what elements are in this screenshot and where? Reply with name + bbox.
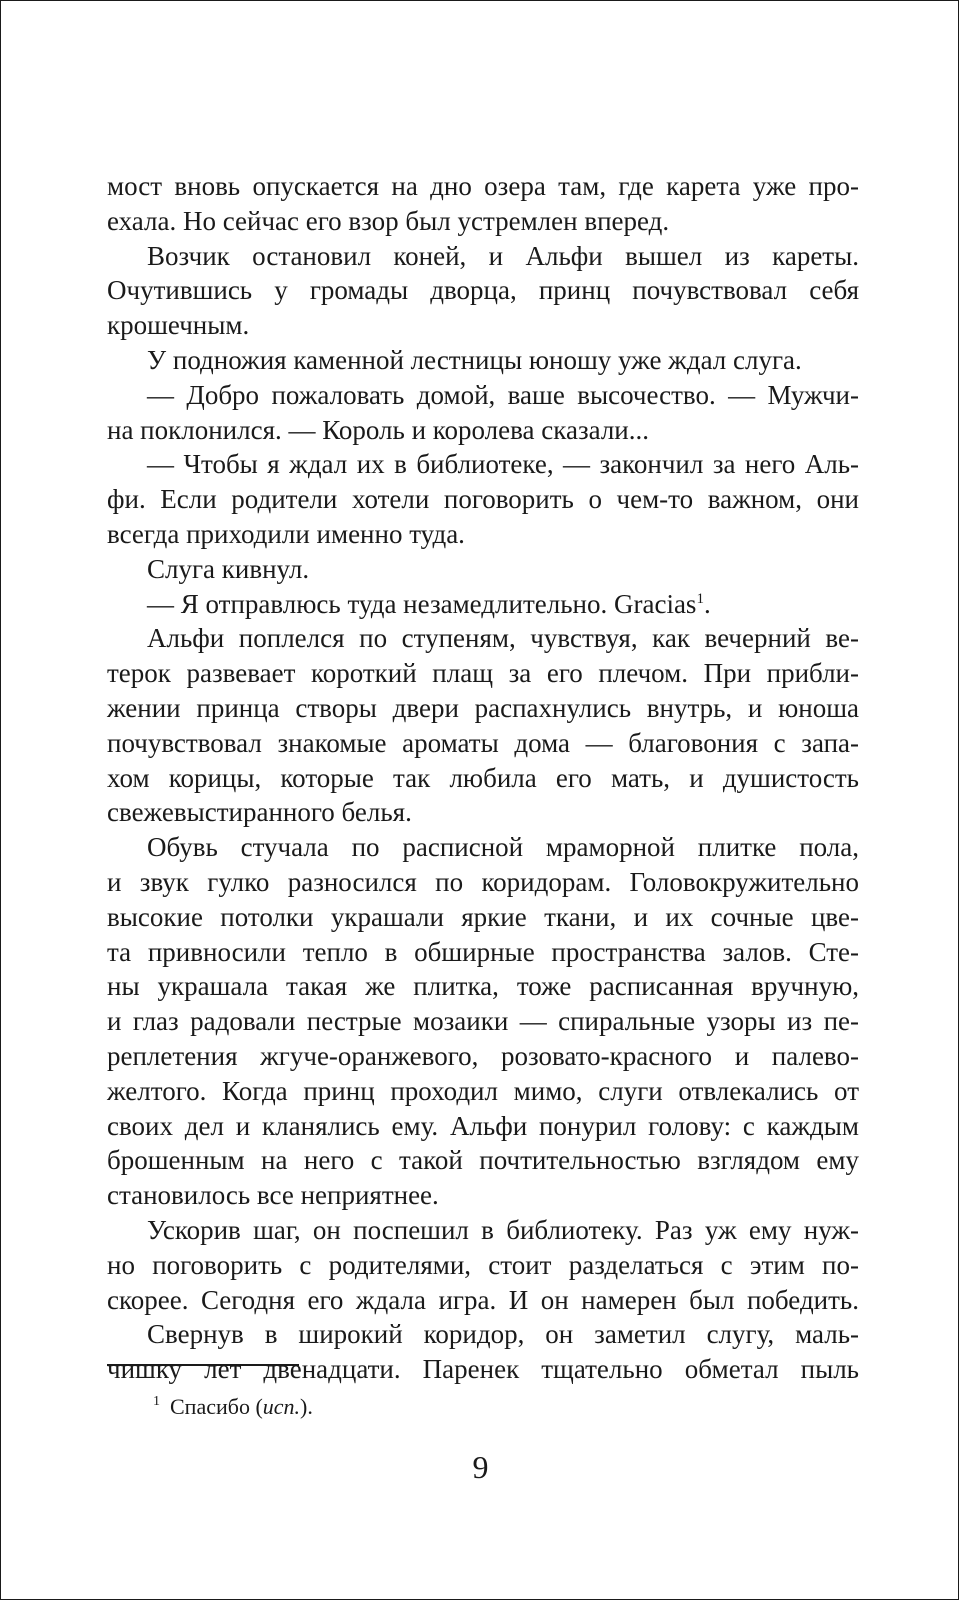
footnote-text: Спасибо ( (170, 1394, 263, 1419)
text-line-content: чишку лет двенадцати. Паренек тщательно обметал пыль (107, 1354, 859, 1385)
text-line-content: реплетения жгуче-оранжевого, розовато-красного и палево- (107, 1040, 859, 1071)
text-line (107, 1039, 859, 1074)
text-line-content: становилось все неприятнее. (107, 1180, 439, 1211)
text-line-content: высокие потолки украшали яркие ткани, и их сочные цве- (107, 901, 859, 932)
text-line (107, 343, 859, 378)
text-line-tail: . (703, 588, 711, 619)
text-line-content: Возчик остановил коней, и Альфи вышел из кареты. (147, 240, 859, 271)
text-line (107, 587, 859, 622)
footnote-marker: 1 (153, 1394, 160, 1409)
text-line-content: Свернув в широкий коридор, он заметил слугу, маль- (147, 1319, 859, 1350)
footnote-language-abbr: исп. (262, 1394, 301, 1419)
text-line (107, 308, 859, 343)
text-line-content: брошенным на него с такой почтительностью взглядом ему (107, 1145, 859, 1176)
text-line (107, 1143, 859, 1178)
text-line (107, 239, 859, 274)
text-line (107, 1317, 859, 1352)
text-line (107, 1004, 859, 1039)
text-line (107, 726, 859, 761)
text-line-content: скорее. Сегодня его ждала игра. И он намерен был победить. (107, 1284, 859, 1315)
text-line (107, 969, 859, 1004)
text-line-content: — Чтобы я ждал их в библиотеке, — закончил за него Аль- (147, 449, 859, 480)
text-line (107, 1074, 859, 1109)
footnote (153, 1394, 313, 1420)
text-line (107, 517, 859, 552)
text-line (107, 865, 859, 900)
text-line (107, 273, 859, 308)
text-line-content: всегда приходили именно туда. (107, 518, 465, 549)
text-line-content: на поклонился. — Король и королева сказали... (107, 414, 650, 445)
text-line-content: жении принца створы двери распахнулись внутрь, и юноша (107, 692, 859, 723)
text-line-content: но поговорить с родителями, стоит разделаться с этим по- (107, 1249, 859, 1280)
text-line-content: У подножия каменной лестницы юношу уже ждал слуга. (147, 344, 802, 375)
text-line (107, 552, 859, 587)
text-line-content: почувствовал знакомые ароматы дома — благовония с запа- (107, 727, 859, 758)
text-line-content: свежевыстиранного белья. (107, 797, 412, 828)
text-line (107, 482, 859, 517)
text-line (107, 761, 859, 796)
text-line (107, 1248, 859, 1283)
text-line-content: мост вновь опускается на дно озера там, где карета уже про- (107, 171, 859, 201)
text-line-content: Слуга кивнул. (147, 553, 310, 584)
footnote-reference: 1 (696, 590, 704, 607)
text-line (107, 935, 859, 970)
text-line-content: терок развевает короткий плащ за его плечом. При прибли- (107, 658, 859, 689)
text-line-content: хом корицы, которые так любила его мать, и душистость (107, 762, 859, 793)
text-line (107, 900, 859, 935)
text-line-content: ны украшала такая же плитка, тоже расписанная вручную, (107, 971, 859, 1002)
text-line (107, 1109, 859, 1144)
text-line-content: та привносили тепло в обширные пространства залов. Сте- (107, 936, 859, 967)
text-line-content: своих дел и кланялись ему. Альфи понурил голову: с каждым (107, 1110, 859, 1141)
text-line (107, 1213, 859, 1248)
footnote-divider (107, 1364, 299, 1366)
text-line-content: Очутившись у громады дворца, принц почувствовал себя (107, 275, 859, 306)
text-line (107, 621, 859, 656)
body-text (107, 169, 859, 1387)
text-line (107, 1352, 859, 1387)
text-line (107, 204, 859, 239)
text-line-content: фи. Если родители хотели поговорить о чем-то важном, они (107, 484, 859, 515)
text-line (107, 169, 859, 204)
text-line-content: и глаз радовали пестрые мозаики — спиральные узоры из пе- (107, 1006, 859, 1037)
text-line-content: и звук гулко разносился по коридорам. Головокружительно (107, 866, 859, 897)
text-line (107, 447, 859, 482)
text-line (107, 1283, 859, 1318)
text-line (107, 830, 859, 865)
text-line (107, 1178, 859, 1213)
text-line-content: Альфи поплелся по ступеням, чувствуя, как вечерний ве- (147, 623, 859, 654)
text-line-content: ехала. Но сейчас его взор был устремлен вперед. (107, 205, 670, 236)
text-line-content: — Я отправлюсь туда незамедлительно. Gracias (147, 588, 697, 619)
text-line (107, 795, 859, 830)
text-line (107, 378, 859, 413)
footnote-close: ). (300, 1394, 313, 1419)
text-line-content: крошечным. (107, 310, 250, 341)
text-line (107, 691, 859, 726)
page-number: 9 (472, 1449, 489, 1485)
text-line-content: — Добро пожаловать домой, ваше высочество. — Мужчи- (147, 379, 859, 410)
text-line-content: желтого. Когда принц проходил мимо, слуги отвлекались от (107, 1075, 859, 1106)
text-line (107, 413, 859, 448)
text-line (107, 656, 859, 691)
text-line-content: Ускорив шаг, он поспешил в библиотеку. Раз уж ему нуж- (147, 1214, 859, 1245)
text-line-content: Обувь стучала по расписной мраморной плитке пола, (147, 832, 859, 863)
